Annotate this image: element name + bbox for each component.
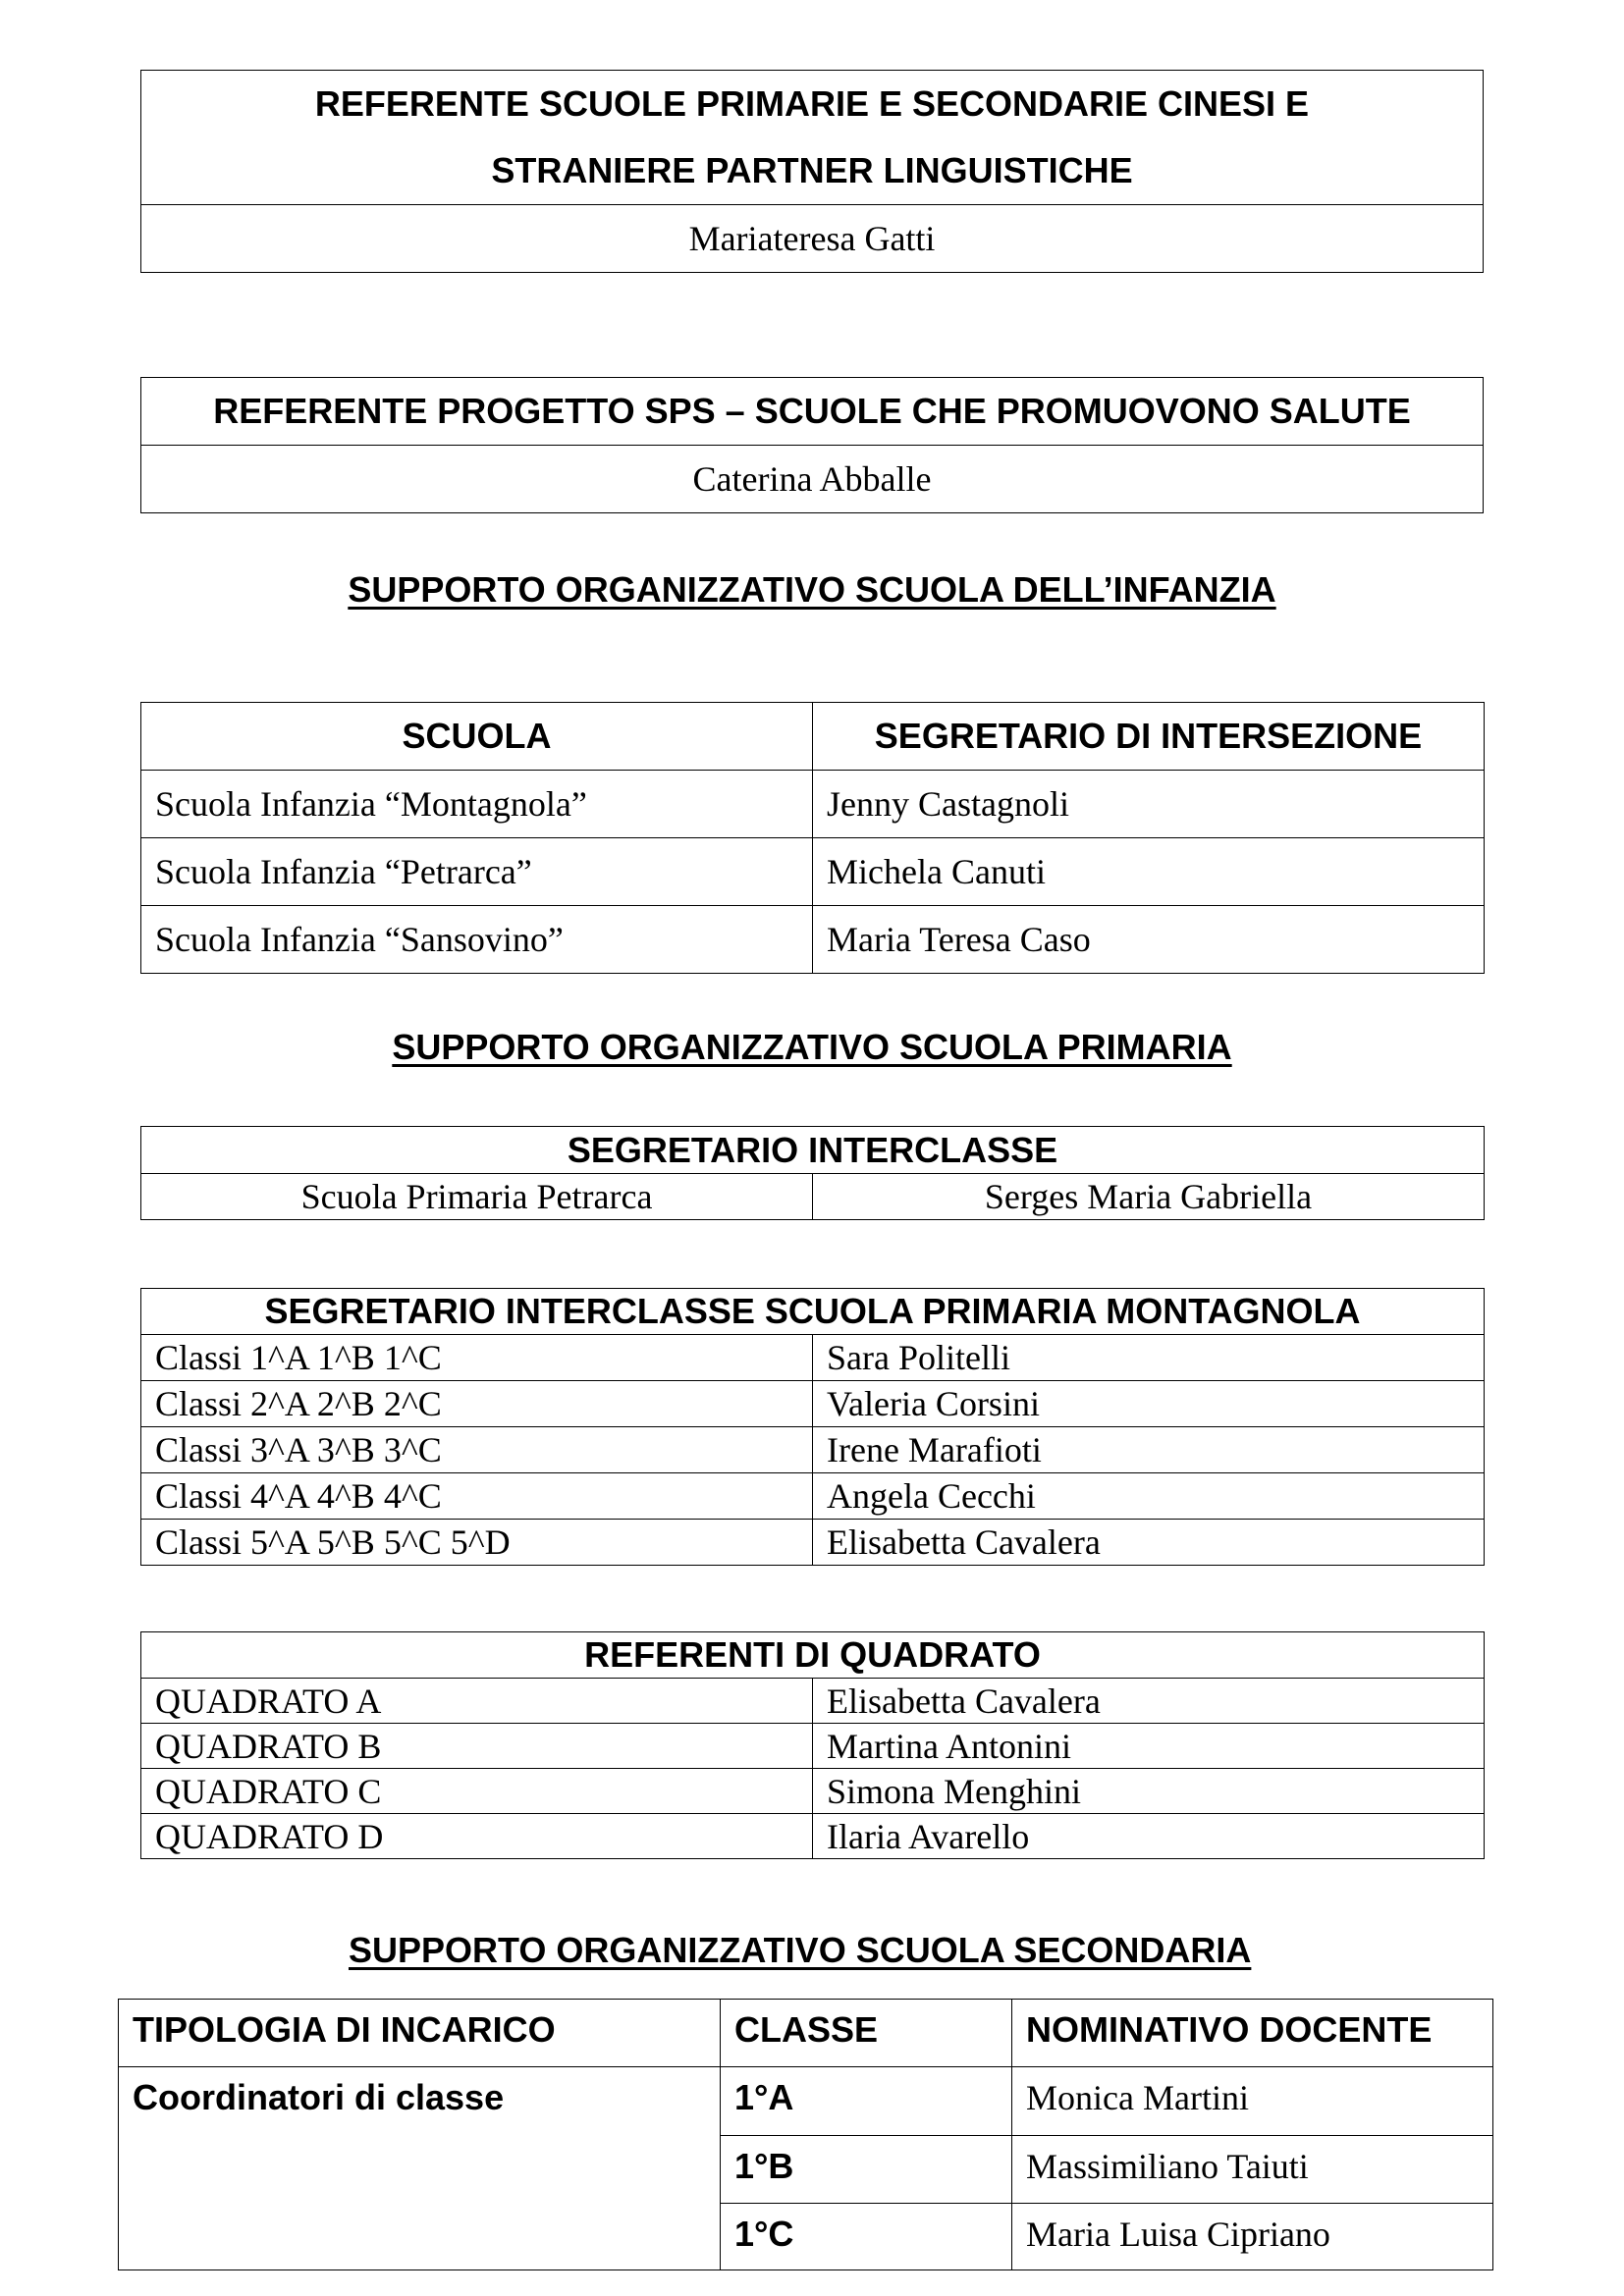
table-row [141,1520,1485,1566]
secondaria-docente: Monica Martini [1012,2067,1493,2136]
table-row [141,906,1485,974]
referente-cinesi-name: Mariateresa Gatti [141,205,1484,273]
table-row [141,1769,1485,1814]
table-row [141,1679,1485,1724]
secondaria-docente: Massimiliano Taiuti [1012,2136,1493,2204]
heading-secondaria: SUPPORTO ORGANIZZATIVO SCUOLA SECONDARIA [349,1930,1252,1970]
referente-cinesi-title-line2: STRANIERE PARTNER LINGUISTICHE [491,150,1133,190]
secondaria-col-tipologia: TIPOLOGIA DI INCARICO [119,2000,721,2067]
interclasse-nome: Serges Maria Gabriella [813,1174,1485,1220]
quadrato-label: QUADRATO A [141,1679,813,1724]
referente-cinesi-title [141,71,1484,205]
infanzia-scuola: Scuola Infanzia “Sansovino” [141,906,813,974]
montagnola-nome: Angela Cecchi [813,1473,1485,1520]
heading-infanzia: SUPPORTO ORGANIZZATIVO SCUOLA DELL’INFANZIA [348,569,1276,610]
secondaria-col-docente: NOMINATIVO DOCENTE [1012,2000,1493,2067]
table-row [141,1381,1485,1427]
table-row [141,1174,1485,1220]
quadrato-nome: Martina Antonini [813,1724,1485,1769]
infanzia-nome: Michela Canuti [813,838,1485,906]
infanzia-scuola: Scuola Infanzia “Montagnola” [141,771,813,838]
infanzia-col-scuola: SCUOLA [141,703,813,771]
table-row [141,1427,1485,1473]
secondaria-table [118,1999,1493,2270]
montagnola-classi: Classi 4^A 4^B 4^C [141,1473,813,1520]
referente-cinesi-table [140,70,1484,273]
secondaria-classe: 1°B [721,2136,1012,2204]
quadrato-nome: Ilaria Avarello [813,1814,1485,1859]
montagnola-classi: Classi 3^A 3^B 3^C [141,1427,813,1473]
infanzia-nome: Maria Teresa Caso [813,906,1485,974]
secondaria-classe: 1°C [721,2204,1012,2270]
quadrato-label: QUADRATO C [141,1769,813,1814]
table-row [119,2067,1493,2136]
infanzia-nome: Jenny Castagnoli [813,771,1485,838]
referente-cinesi-title-line1: REFERENTE SCUOLE PRIMARIE E SECONDARIE CINESI E [314,83,1310,124]
table-row [141,1724,1485,1769]
quadrato-label: QUADRATO B [141,1724,813,1769]
table-row [141,838,1485,906]
montagnola-title: SEGRETARIO INTERCLASSE SCUOLA PRIMARIA MONTAGNOLA [141,1289,1485,1335]
table-row [141,771,1485,838]
secondaria-classe: 1°A [721,2067,1012,2136]
quadrato-table [140,1631,1485,1859]
table-row [141,1335,1485,1381]
secondaria-col-classe: CLASSE [721,2000,1012,2067]
montagnola-classi: Classi 5^A 5^B 5^C 5^D [141,1520,813,1566]
quadrato-label: QUADRATO D [141,1814,813,1859]
table-row [141,1814,1485,1859]
montagnola-table [140,1288,1485,1566]
interclasse-table [140,1126,1485,1220]
referente-sps-table [140,377,1484,513]
table-row [141,1473,1485,1520]
secondaria-docente: Maria Luisa Cipriano [1012,2204,1493,2270]
montagnola-classi: Classi 2^A 2^B 2^C [141,1381,813,1427]
referente-sps-name: Caterina Abballe [141,446,1484,513]
montagnola-nome: Irene Marafioti [813,1427,1485,1473]
infanzia-table [140,702,1485,974]
montagnola-nome: Elisabetta Cavalera [813,1520,1485,1566]
montagnola-nome: Valeria Corsini [813,1381,1485,1427]
infanzia-scuola: Scuola Infanzia “Petrarca” [141,838,813,906]
heading-primaria: SUPPORTO ORGANIZZATIVO SCUOLA PRIMARIA [392,1027,1232,1067]
interclasse-title: SEGRETARIO INTERCLASSE [141,1127,1485,1174]
quadrato-nome: Elisabetta Cavalera [813,1679,1485,1724]
secondaria-incarico: Coordinatori di classe [119,2067,721,2270]
interclasse-scuola: Scuola Primaria Petrarca [141,1174,813,1220]
montagnola-nome: Sara Politelli [813,1335,1485,1381]
referente-sps-title: REFERENTE PROGETTO SPS – SCUOLE CHE PROMUOVONO SALUTE [141,378,1484,446]
quadrato-title: REFERENTI DI QUADRATO [141,1632,1485,1679]
infanzia-col-segretario: SEGRETARIO DI INTERSEZIONE [813,703,1485,771]
quadrato-nome: Simona Menghini [813,1769,1485,1814]
montagnola-classi: Classi 1^A 1^B 1^C [141,1335,813,1381]
